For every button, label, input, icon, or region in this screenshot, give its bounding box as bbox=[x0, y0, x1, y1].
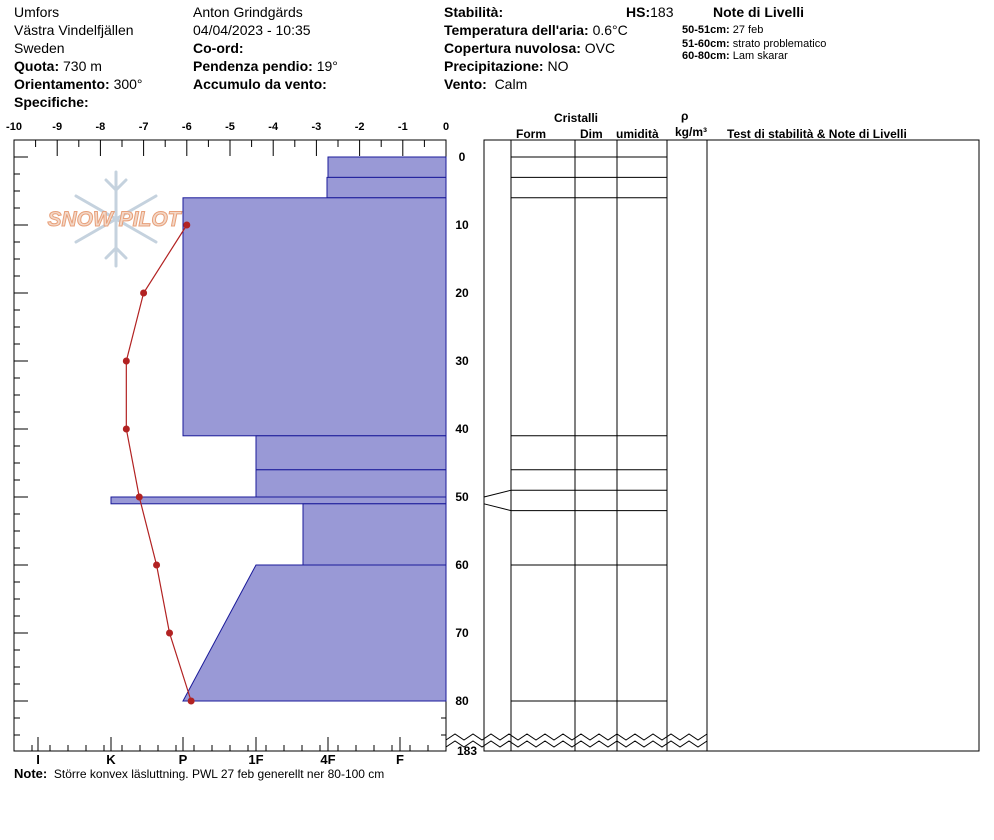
density-header: kg/m³ bbox=[675, 125, 708, 139]
dim-header: Dim bbox=[580, 127, 603, 141]
temperature-line bbox=[126, 225, 191, 701]
aspect: Orientamento: 300° bbox=[14, 76, 143, 92]
hardness-bar bbox=[111, 497, 446, 504]
table-frame bbox=[484, 140, 979, 751]
hardness-bar bbox=[328, 157, 446, 177]
depth-tick-label: 10 bbox=[455, 218, 469, 232]
hardness-tick-label: I bbox=[36, 752, 40, 767]
temperature-point bbox=[166, 630, 173, 637]
specifics-label: Specifiche: bbox=[14, 94, 89, 110]
depth-tick-label: 50 bbox=[455, 490, 469, 504]
depth-tick-label: 30 bbox=[455, 354, 469, 368]
temp-tick-label: -9 bbox=[52, 121, 63, 133]
watermark-text: SNOW PILOT bbox=[47, 208, 181, 231]
hardness-bar bbox=[183, 198, 446, 436]
hardness-bar bbox=[303, 504, 446, 565]
wind-load-label: Accumulo da vento: bbox=[193, 76, 327, 92]
slope: Pendenza pendio: 19° bbox=[193, 58, 338, 74]
layer-note-3: 60-80cm: Lam skarar bbox=[682, 50, 788, 62]
temp-tick-label: -2 bbox=[354, 121, 365, 133]
hardness-tick-label: K bbox=[106, 752, 116, 767]
crystals-header: Cristalli bbox=[554, 111, 599, 125]
temperature-point bbox=[136, 494, 143, 501]
temperature-point bbox=[188, 698, 195, 705]
observer: Anton Grindgärds bbox=[193, 4, 303, 20]
depth-break-zigzag bbox=[446, 741, 707, 747]
precipitation: Precipitazione: NO bbox=[444, 58, 569, 74]
hardness-tick-label: F bbox=[396, 752, 404, 767]
hardness-bar bbox=[183, 565, 446, 701]
depth-tick-label: 40 bbox=[455, 422, 469, 436]
temp-tick-label: -6 bbox=[181, 121, 192, 133]
snow-height: HS:183 bbox=[626, 4, 674, 20]
tests-header: Test di stabilità & Note di Livelli bbox=[727, 127, 907, 141]
coord-label: Co-ord: bbox=[193, 40, 244, 56]
depth-break-zigzag bbox=[446, 734, 707, 740]
temp-tick-label: -1 bbox=[397, 121, 408, 133]
location: Umfors bbox=[14, 4, 60, 20]
layer-notes-title: Note di Livelli bbox=[713, 4, 805, 20]
hardness-bar bbox=[256, 436, 446, 470]
depth-tick-label: 80 bbox=[455, 694, 469, 708]
temp-tick-label: -3 bbox=[311, 121, 322, 133]
depth-tick-label: 60 bbox=[455, 558, 469, 572]
cloud-cover: Copertura nuvolosa: OVC bbox=[444, 40, 616, 56]
region: Västra Vindelfjällen bbox=[14, 22, 134, 38]
temp-tick-label: -4 bbox=[268, 121, 279, 133]
moisture-header: umidità bbox=[616, 127, 659, 141]
temperature-point bbox=[140, 290, 147, 297]
air-temp: Temperatura dell'aria: 0.6°C bbox=[444, 22, 628, 38]
wind: Vento: Calm bbox=[444, 76, 528, 92]
stability-label: Stabilità: bbox=[444, 4, 504, 20]
hardness-tick-label: 4F bbox=[320, 752, 336, 767]
temperature-point bbox=[123, 358, 130, 365]
datetime: 04/04/2023 - 10:35 bbox=[193, 22, 311, 38]
depth-tick-label: 20 bbox=[455, 286, 469, 300]
note: Note: Större konvex läsluttning. PWL 27 feb generellt ner 80-100 cm bbox=[14, 766, 385, 781]
snow-pilot-watermark bbox=[48, 172, 183, 266]
layer-note-1: 50-51cm: 27 feb bbox=[682, 24, 764, 36]
rho-header: ρ bbox=[681, 109, 689, 123]
layer-note-2: 51-60cm: strato problematico bbox=[682, 38, 827, 50]
temp-tick-label: -7 bbox=[138, 121, 149, 133]
hardness-bar bbox=[327, 177, 446, 197]
depth-tick-label: 70 bbox=[455, 626, 469, 640]
temp-tick-label: -5 bbox=[225, 121, 235, 133]
country: Sweden bbox=[14, 40, 65, 56]
temp-tick-label: 0 bbox=[442, 121, 450, 133]
depth-tick-label: 0 bbox=[458, 150, 466, 164]
hardness-bar bbox=[256, 470, 446, 497]
temp-tick-label: -10 bbox=[6, 121, 22, 133]
hardness-tick-label: 1F bbox=[248, 752, 264, 767]
temperature-point bbox=[153, 562, 160, 569]
total-depth-label: 183 bbox=[456, 744, 478, 758]
hardness-tick-label: P bbox=[178, 752, 188, 767]
elevation: Quota: 730 m bbox=[14, 58, 102, 74]
temperature-point bbox=[123, 426, 130, 433]
form-header: Form bbox=[516, 127, 546, 141]
temp-tick-label: -8 bbox=[95, 121, 106, 133]
temperature-point bbox=[183, 222, 190, 229]
